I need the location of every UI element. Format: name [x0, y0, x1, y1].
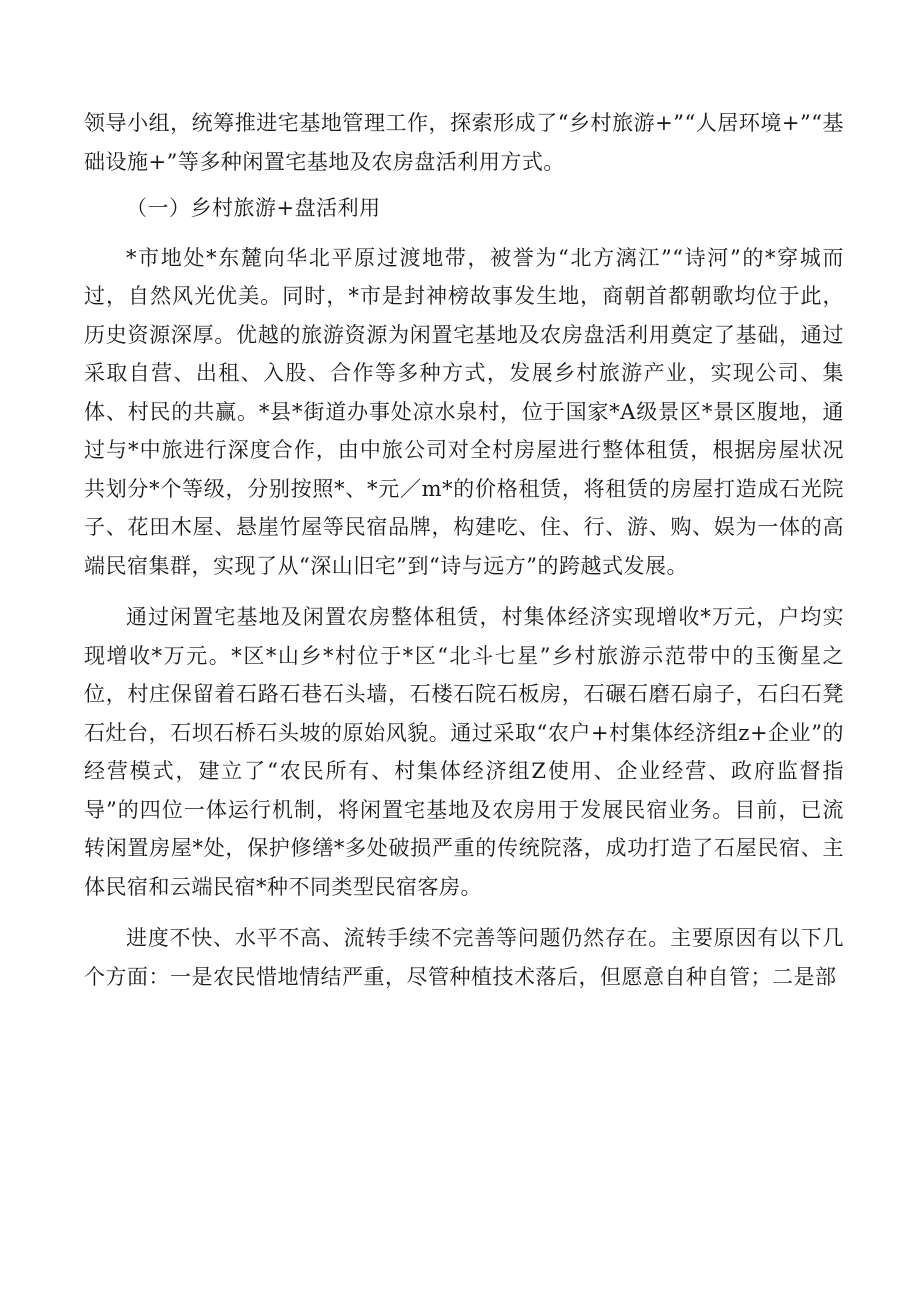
section-heading-rural-tourism: （一）乡村旅游+盘活利用 [126, 196, 381, 220]
paragraph-spacer [84, 181, 844, 189]
paragraph-city-tourism: *市地处*东麓向华北平原过渡地带，被誉为“北方漓江”“诗河”的*穿城而过，自然风光优美。同时，*市是封神榜故事发生地，商朝首都朝歌均位于此，历史资源深厚。优越的旅游资源为闲置宅基地及农房盘活利用奠定了基础，通过采取自营、出租、入股、合作等多种方式，发展乡村旅游产业，实现公司、集体、村民的共赢。*县*街道办事处凉水泉村，位于国家*A级景区*景区腹地，通过与*中旅进行深度合作，由中旅公司对全村房屋进行整体租赁，根据房屋状况共划分*个等级，分别按照*、*元／m*的价格租赁，将租赁的房屋打造成石光院子、花田木屋、悬崖竹屋等民宿品牌，构建吃、住、行、游、购、娱为一体的高端民宿集群，实现了从“深山旧宅”到“诗与远方”的跨越式发展。 [84, 245, 844, 578]
paragraph-spacer [84, 585, 844, 598]
paragraph-spacer [84, 228, 844, 239]
paragraph-problems: 进度不快、水平不高、流转手续不完善等问题仍然存在。主要原因有以下几个方面：一是农民惜地情结严重，尽管种植技术落后，但愿意自种自管；二是部 [84, 926, 844, 989]
paragraph-spacer [84, 906, 844, 919]
paragraph-intro-continued: 领导小组，统筹推进宅基地管理工作，探索形成了“乡村旅游+”“人居环境+”“基础设施+”等多种闲置宅基地及农房盘活利用方式。 [84, 111, 844, 174]
paragraph-village-rental: 通过闲置宅基地及闲置农房整体租赁，村集体经济实现增收*万元，户均实现增收*万元。*区*山乡*村位于*区“北斗七星”乡村旅游示范带中的玉衡星之位，村庄保留着石路石巷石头墙，石楼石院石板房，石碾石磨石扇子，石臼石凳石灶台，石坝石桥石头坡的原始风貌。通过采取“农户+村集体经济组z+企业”的经营模式，建立了“农民所有、村集体经济组Z使用、企业经营、政府监督指导”的四位一体运行机制，将闲置宅基地及农房用于发展民宿业务。目前，已流转闲置房屋*处，保护修缮*多处破损严重的传统院落，成功打造了石屋民宿、主体民宿和云端民宿*种不同类型民宿客房。 [84, 605, 844, 899]
